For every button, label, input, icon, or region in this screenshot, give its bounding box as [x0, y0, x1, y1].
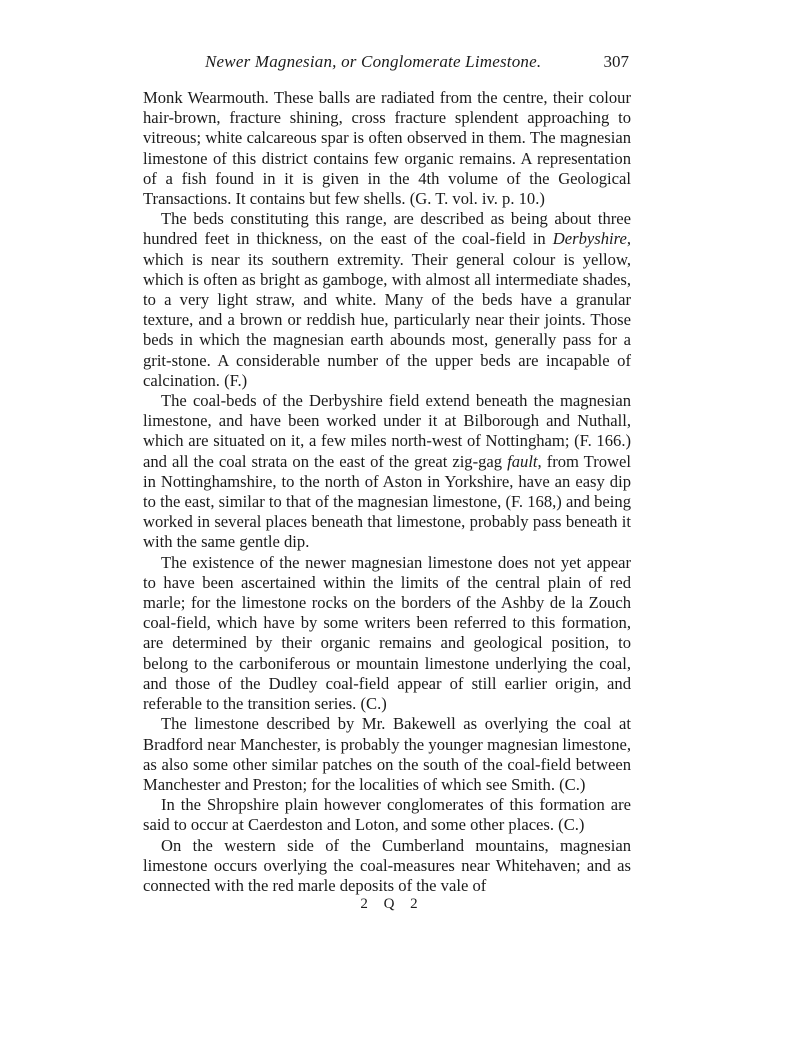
signature-mark: 2 Q 2 [360, 896, 424, 913]
paragraph [143, 209, 631, 391]
paragraph [143, 795, 631, 835]
text-run: The existence of the newer magnesian limestone does not yet appear to have been ascertained within the limits of the central plain of red marle; for the limestone rocks on the borders of the Ashby de la Zouch coal-field, which have by some writers been referred to this formation, are determined by their organic remains and geological position, to belong to the carboniferous or mountain limestone underlying the coal, and those of the Dudley coal-field appear of still earlier origin, and referable to the transition series. (C.) [143, 552, 631, 714]
text-run: The coal-beds of the Derbyshire field extend beneath the magnesian limestone, and have been worked under it at Bilborough and Nuthall, which are situated on it, a few miles north-west of Nottingham; (F. 166.) and all the coal strata on the east of the great zig-gag [143, 391, 631, 471]
paragraph [143, 714, 631, 795]
italic-term: Derbyshire [552, 229, 627, 249]
paragraph [143, 88, 631, 209]
page-number: 307 [603, 52, 629, 71]
italic-term: fault [507, 451, 538, 471]
text-run: In the Shropshire plain however conglomerates of this formation are said to occur at Caerdeston and Loton, and some other places. (C.) [143, 795, 631, 835]
text-run: The beds constituting this range, are described as being about three hundred feet in thickness, on the east of the coal-field in [143, 209, 631, 249]
text-run: , from Trowel in Nottinghamshire, to the north of Aston in Yorkshire, have an easy dip to the east, similar to that of the magnesian limestone, (F. 168,) and being worked in several places beneath that limestone, probably pass beneath it with the same gentle dip. [143, 451, 631, 552]
running-title: Newer Magnesian, or Conglomerate Limestone. [205, 52, 542, 71]
text-run: On the western side of the Cumberland mountains, magnesian limestone occurs overlying the coal-measures near Whitehaven; and as connected with the red marle deposits of the vale of [143, 835, 631, 895]
text-run: The limestone described by Mr. Bakewell as overlying the coal at Bradford near Manchester, is probably the younger magnesian limestone, as also some other similar patches on the south of the coal-field between Manchester and Preston; for the localities of which see Smith. (C.) [143, 714, 631, 794]
book-page [143, 52, 631, 913]
paragraph [143, 553, 631, 715]
paragraph [143, 836, 631, 897]
text-run: , which is near its southern extremity. Their general colour is yellow, which is often as bright as gamboge, with almost all intermediate shades, to a very light straw, and white. Many of the beds have a granular texture, and a brown or reddish hue, particularly near their joints. Those beds in which the magnesian earth abounds most, generally pass for a grit-stone. A considerable number of the upper beds are incapable of calcination. (F.) [143, 229, 631, 390]
body-text [143, 88, 631, 896]
text-run: Monk Wearmouth. These balls are radiated from the centre, their colour hair-brown, fracture shining, cross fracture splendent approaching to vitreous; white calcareous spar is often observed in them. The magnesian limestone of this district contains few organic remains. A representation of a fish found in it is given in the 4th volume of the Geological Transactions. It contains but few shells. (G. T. vol. iv. p. 10.) [143, 88, 631, 209]
running-head [143, 52, 631, 78]
paragraph [143, 391, 631, 553]
